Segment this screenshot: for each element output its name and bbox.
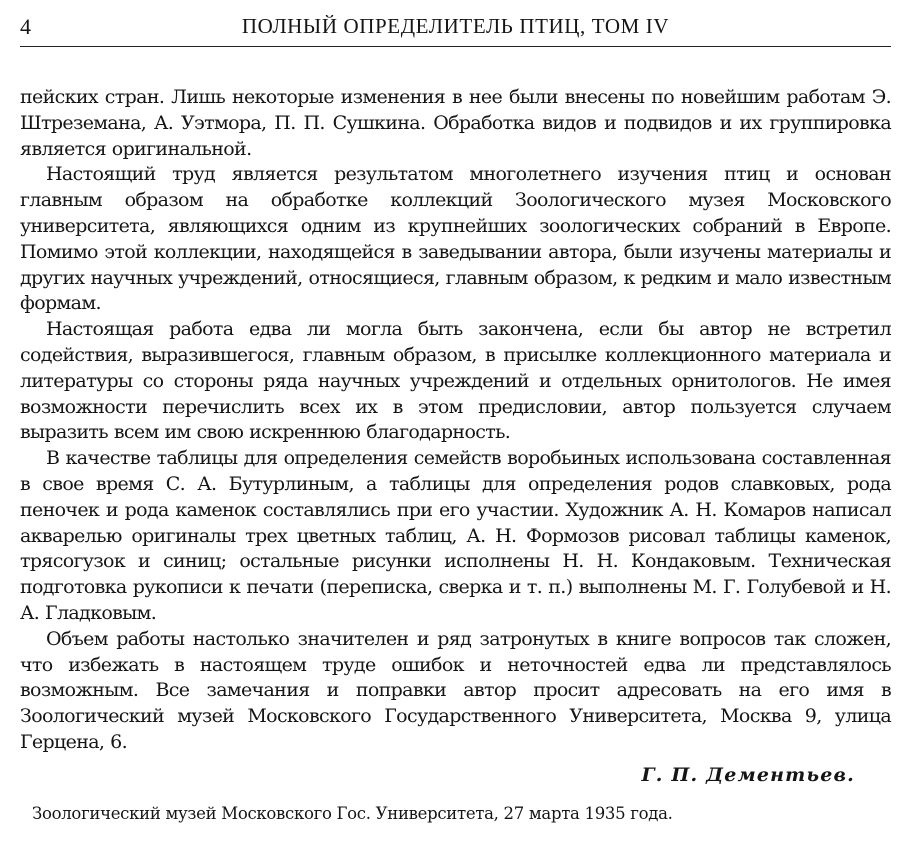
- running-title: ПОЛНЫЙ ОПРЕДЕЛИТЕЛЬ ПТИЦ, ТОМ IV: [241, 14, 670, 38]
- body-text: [20, 85, 891, 756]
- paragraph-acknowledgements: Настоящая работа едва ли могла быть закончена, если бы автор не встретил содействия, выразившегося, главным образом, в присылке коллекционного материала и литературы со стороны ряда научных учреждений и отдельных орнитологов. Не имея возможности перечислить всех их в этом предисловии, автор пользуется случаем выразить всем им свою искреннюю благодарность.: [20, 318, 891, 444]
- paragraph-corrections-address: Объем работы настолько значителен и ряд затронутых в книге вопросов так сложен, что избежать в настоящем труде ошибок и неточностей едва ли представлялось возможным. Все замечания и поправки автор просит адресовать на его имя в Зоологический музей Московского Государственного Университета, Москва 9, улица Герцена, 6.: [20, 627, 891, 753]
- page-number: 4: [20, 14, 31, 39]
- paragraph-collections: Настоящий труд является результатом многолетнего изучения птиц и основан главным образом на обработке коллекций Зоологического музея Московского университета, являющихся одним из крупнейших зоологических собраний в Европе. Помимо этой коллекции, находящейся в заведывании автора, были изучены материалы и других научных учреждений, относящиеся, главным образом, к редким и мало известным формам.: [20, 163, 891, 315]
- document-page: [20, 10, 891, 823]
- page-header: [20, 10, 891, 47]
- author-signature: Г. П. Дементьев.: [641, 763, 855, 786]
- place-and-date-line: Зоологический музей Московского Гос. Университета, 27 марта 1935 года.: [32, 803, 673, 823]
- paragraph-tables-and-illustrations: В качестве таблицы для определения семейств воробьиных использована составленная в свое время С. А. Бутурлиным, а таблицы для определения родов славковых, рода пеночек и рода каменок составлялись при его участии. Художник А. Н. Комаров написал акварелью оригиналы трех цветных таблиц, А. Н. Формозов рисовал таблицы каменок, трясогузок и синиц; остальные рисунки исполнены Н. Н. Кондаковым. Техническая подготовка рукописи к печати (переписка, сверка и т. п.) выполнены М. Г. Голубевой и Н. А. Гладковым.: [20, 447, 891, 624]
- paragraph-continuation: пейских стран. Лишь некоторые изменения в нее были внесены по новейшим работам Э. Штреземана, А. Уэтмора, П. П. Сушкина. Обработка видов и подвидов и их группировка является оригинальной.: [20, 86, 891, 160]
